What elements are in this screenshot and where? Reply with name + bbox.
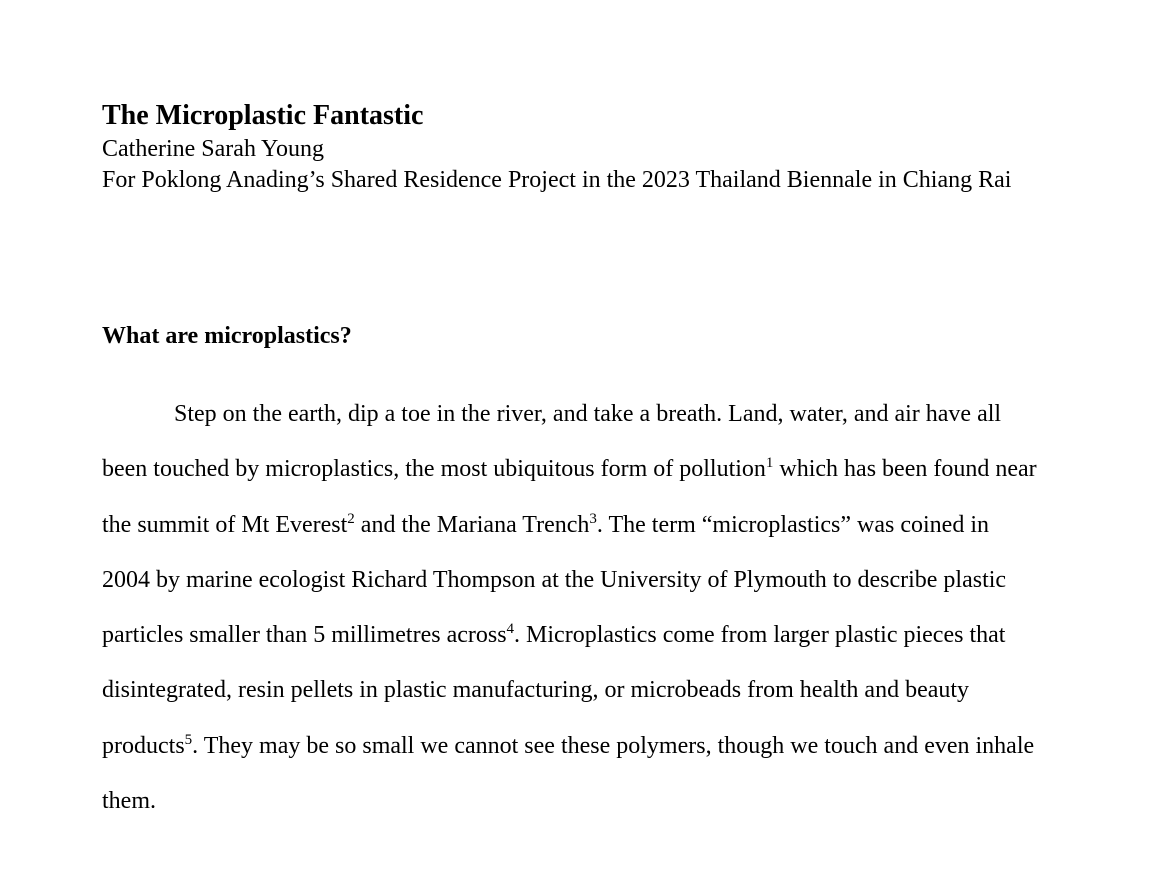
footnote-ref-1[interactable]: 1 (765, 455, 774, 472)
body-line-5 (102, 608, 1052, 663)
body-line-2 (102, 442, 1052, 497)
footnote-ref-2[interactable]: 2 (347, 510, 355, 527)
footnote-ref-3[interactable]: 3 (589, 510, 597, 527)
section-heading: What are microplastics? (102, 323, 352, 349)
body-text: . The term “microplastics” was coined in (596, 511, 990, 538)
body-text: which has been found near (773, 456, 1037, 483)
body-line-3 (102, 498, 1052, 553)
body-text: them. (102, 788, 156, 815)
body-text: . Microplastics come from larger plastic pieces that (514, 622, 1006, 649)
body-text: disintegrated, resin pellets in plastic manufacturing, or microbeads from health and beauty (102, 677, 970, 704)
body-text: the summit of Mt Everest (102, 511, 348, 538)
body-line-4 (102, 553, 1052, 608)
body-text: . They may be so small we cannot see these polymers, though we touch and even inhale (192, 732, 1035, 759)
document-title: The Microplastic Fantastic (102, 100, 424, 131)
body-line-1 (102, 387, 1052, 442)
body-text: particles smaller than 5 millimetres across (102, 622, 507, 649)
body-line-7 (102, 719, 1052, 774)
body-line-6 (102, 663, 1052, 718)
footnote-ref-4[interactable]: 4 (506, 621, 515, 638)
body-line-8 (102, 774, 1052, 829)
body-text: 2004 by marine ecologist Richard Thompson at the University of Plymouth to describe plastic (102, 566, 1007, 593)
body-text: been touched by microplastics, the most ubiquitous form of pollution (102, 456, 766, 483)
document-context: For Poklong Anading’s Shared Residence Project in the 2023 Thailand Biennale in Chiang Rai (102, 167, 1012, 193)
document-author: Catherine Sarah Young (102, 136, 324, 162)
body-text: and the Mariana Trench (354, 511, 590, 538)
footnote-ref-5[interactable]: 5 (184, 731, 193, 748)
body-text: Step on the earth, dip a toe in the river, and take a breath. Land, water, and air have all (174, 401, 1002, 427)
body-text: products (102, 732, 185, 759)
section-body (102, 387, 1052, 829)
